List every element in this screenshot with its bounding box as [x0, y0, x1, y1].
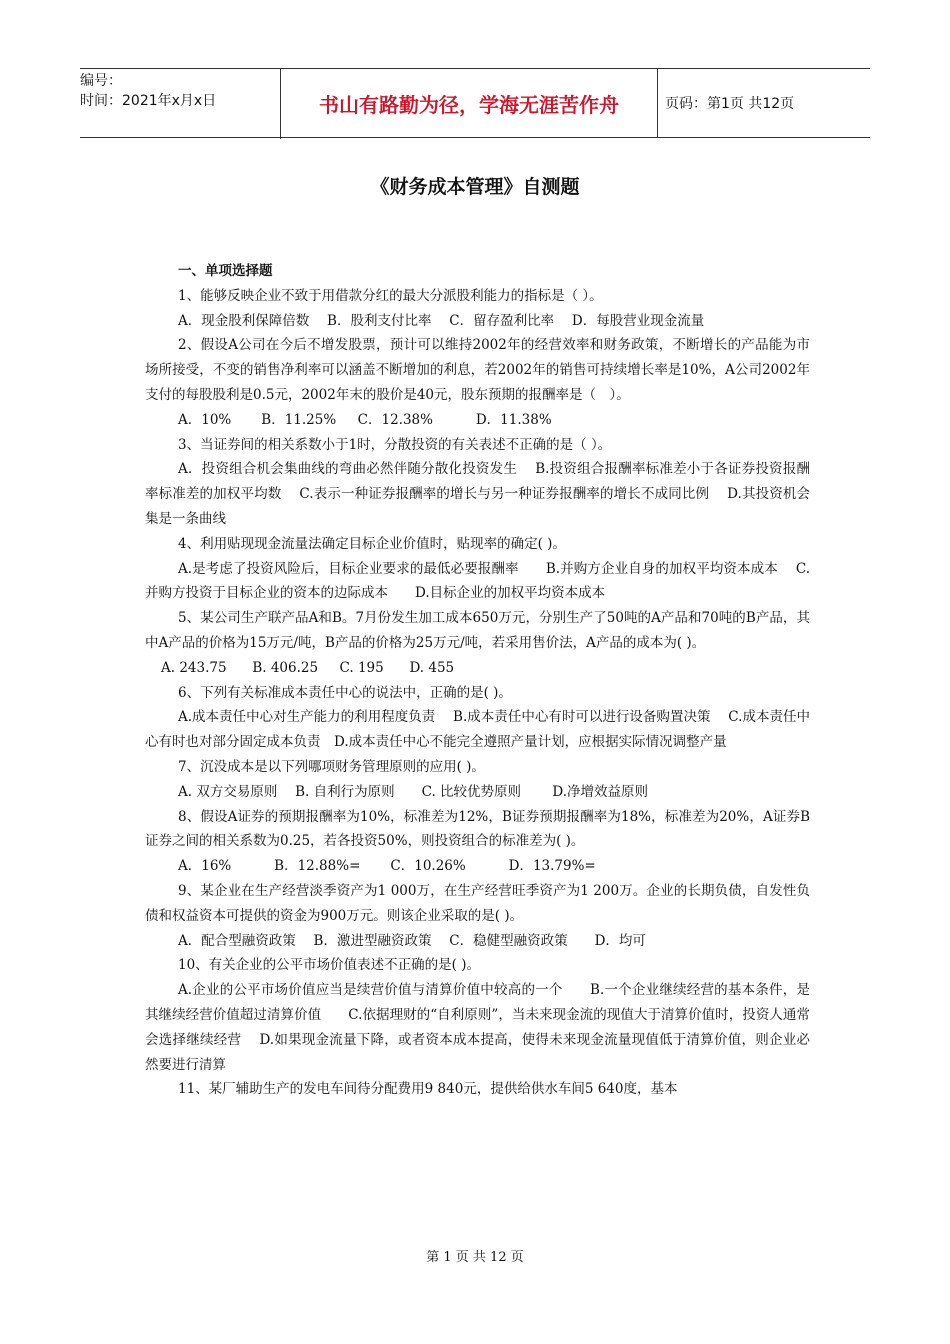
paragraph: 9、某企业在生产经营淡季资产为1 000万，在生产经营旺季资产为1 200万。企业的长期负债，自发性负债和权益资本可提供的资金为900万元。则该企业采取的是( )。 [145, 882, 810, 924]
paragraph: A．16% B．12.88%= C．10.26% D．13.79%= [178, 858, 596, 875]
paragraph: 3、当证券间的相关系数小于1时，分散投资的有关表述不正确的是（ ）。 [178, 436, 612, 453]
page-header [80, 68, 870, 138]
header-meta [80, 69, 281, 139]
document-title: 《财务成本管理》自测题 [370, 176, 580, 198]
paragraph: A．10% B．11.25% C．12.38% D．11.38% [178, 411, 552, 428]
paragraph: 1、能够反映企业不致于用借款分红的最大分派股利能力的指标是（ ）。 [178, 287, 603, 304]
paragraph: 10、有关企业的公平市场价值表述不正确的是( )。 [178, 957, 481, 974]
paragraph: 6、下列有关标准成本责任中心的说法中，正确的是( )。 [178, 684, 512, 701]
paragraph: 7、沉没成本是以下列哪项财务管理原则的应用( )。 [178, 758, 485, 775]
question-list [145, 284, 810, 1102]
section-title: 一、单项选择题 [178, 263, 273, 279]
paragraph: A.成本责任中心对生产能力的利用程度负责 B.成本责任中心有时可以进行设备购置决策 C.成本责任中心有时也对部分固定成本负责 D.成本责任中心不能完全遵照产量计划，应根据实际情况调整产量 [145, 709, 810, 751]
header-page-info: 页码：第1页 共12页 [665, 96, 795, 112]
paragraph: 4、利用贴现现金流量法确定目标企业价值时，贴现率的确定( )。 [178, 535, 566, 552]
paragraph: A.企业的公平市场价值应当是续营价值与清算价值中较高的一个 B.一个企业继续经营的基本条件，是其继续经营价值超过清算价值 C.依据理财的“自利原则”，当未来现金流的现值大于清算价值时，投资人通常会选择继续经营 D.如果现金流量下降，或者资本成本提高，使得未来现金流量现值低于清算价值，则企业必然要进行清算 [145, 982, 810, 1073]
number-label: 编号： [80, 73, 122, 89]
paragraph: 11、某厂辅助生产的发电车间待分配费用9 840元，提供给供水车间5 640度，基本 [178, 1081, 678, 1098]
paragraph: 8、假设A证券的预期报酬率为10%，标准差为12%，B证券预期报酬率为18%，标准差为20%，A证券B证券之间的相关系数为0.25，若各投资50%，则投资组合的标准差为( )。 [145, 808, 810, 850]
time-label: 时间：2021年x月x日 [80, 93, 217, 109]
document-body [145, 259, 810, 1102]
paragraph: A．配合型融资政策 B．激进型融资政策 C．稳健型融资政策 D．均可 [178, 932, 646, 949]
header-motto: 书山有路勤为径，学海无涯苦作舟 [281, 69, 658, 137]
paragraph: A．现金股利保障倍数 B．股利支付比率 C．留存盈利比率 D．每股营业现金流量 [178, 312, 705, 329]
paragraph: A．投资组合机会集曲线的弯曲必然伴随分散化投资发生 B.投资组合报酬率标准差小于各证券投资报酬率标准差的加权平均数 C.表示一种证券报酬率的增长与另一种证券报酬率的增长不成同比例 D.其投资机会集是一条曲线 [145, 461, 810, 527]
paragraph: A.是考虑了投资风险后，目标企业要求的最低必要报酬率 B.并购方企业自身的加权平均资本成本 C.并购方投资于目标企业的资本的边际成本 D.目标企业的加权平均资本成本 [145, 560, 810, 602]
page-footer: 第 1 页 共 12 页 [426, 1250, 524, 1265]
paragraph: 2、假设A公司在今后不增发股票，预计可以维持2002年的经营效率和财务政策，不断增长的产品能为市场所接受，不变的销售净利率可以涵盖不断增加的利息，若2002年的销售可持续增长率是10%，A公司2002年支付的每股股利是0.5元，2002年末的股价是40元，股东预期的报酬率是（ ）。 [145, 337, 810, 403]
paragraph: A. 243.75 B. 406.25 C. 195 D. 455 [161, 659, 455, 676]
paragraph: 5、某公司生产联产品A和B。7月份发生加工成本650万元，分别生产了50吨的A产品和70吨的B产品，其中A产品的价格为15万元/吨，B产品的价格为25万元/吨，若采用售价法，A产品的成本为( )。 [145, 610, 810, 651]
paragraph: A. 双方交易原则 B. 自利行为原则 C. 比较优势原则 D.净增效益原则 [178, 783, 648, 800]
